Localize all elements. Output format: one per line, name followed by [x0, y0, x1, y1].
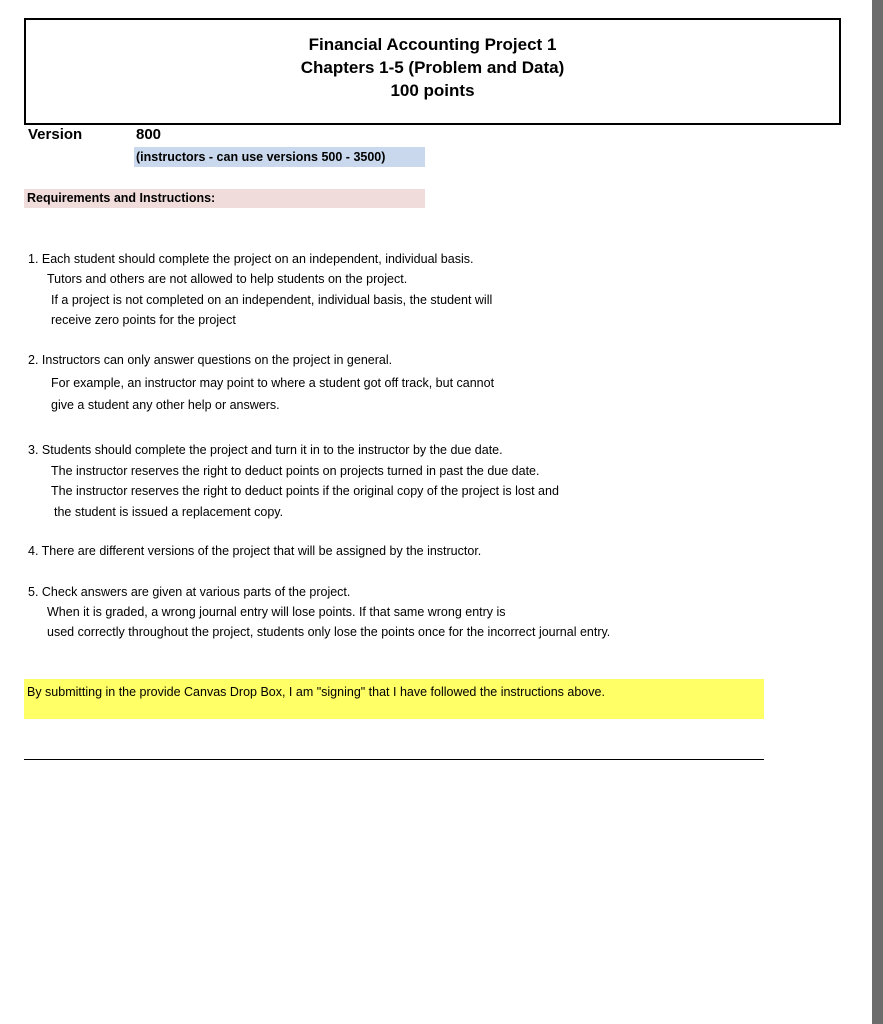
project-points: 100 points: [390, 81, 475, 100]
version-note: (instructors - can use versions 500 - 3500): [134, 147, 425, 167]
signature-statement: By submitting in the provide Canvas Drop Box, I am "signing" that I have followed the instructions above.: [24, 679, 764, 719]
instruction-line: The instructor reserves the right to deduct points if the original copy of the project is lost and: [51, 484, 559, 498]
viewer-edge-scrollbar[interactable]: [872, 0, 883, 1024]
version-label: Version: [28, 126, 83, 143]
instruction-line: 4. There are different versions of the project that will be assigned by the instructor.: [28, 544, 482, 558]
signature-line: [24, 759, 764, 760]
version-value: 800: [136, 126, 162, 143]
instruction-line: 5. Check answers are given at various parts of the project.: [28, 585, 351, 599]
instruction-line: 2. Instructors can only answer questions on the project in general.: [28, 353, 393, 367]
project-subtitle: Chapters 1-5 (Problem and Data): [300, 58, 565, 77]
instruction-line: used correctly throughout the project, students only lose the points once for the incorrect journal entry.: [47, 625, 611, 639]
instruction-line: For example, an instructor may point to where a student got off track, but cannot: [51, 376, 495, 390]
instruction-line: Tutors and others are not allowed to help students on the project.: [47, 272, 408, 286]
instruction-line: 3. Students should complete the project and turn it in to the instructor by the due date.: [28, 443, 503, 457]
instruction-line: If a project is not completed on an independent, individual basis, the student will: [51, 293, 493, 307]
project-title: Financial Accounting Project 1: [308, 35, 557, 54]
requirements-heading: Requirements and Instructions:: [24, 189, 425, 208]
instruction-line: 1. Each student should complete the project on an independent, individual basis.: [28, 252, 474, 266]
title-box: [24, 18, 841, 125]
instruction-line: give a student any other help or answers.: [51, 398, 280, 412]
instruction-line: receive zero points for the project: [51, 313, 236, 327]
instruction-line: the student is issued a replacement copy.: [54, 505, 284, 519]
instruction-line: When it is graded, a wrong journal entry will lose points. If that same wrong entry is: [47, 605, 506, 619]
instruction-line: The instructor reserves the right to deduct points on projects turned in past the due date.: [51, 464, 540, 478]
